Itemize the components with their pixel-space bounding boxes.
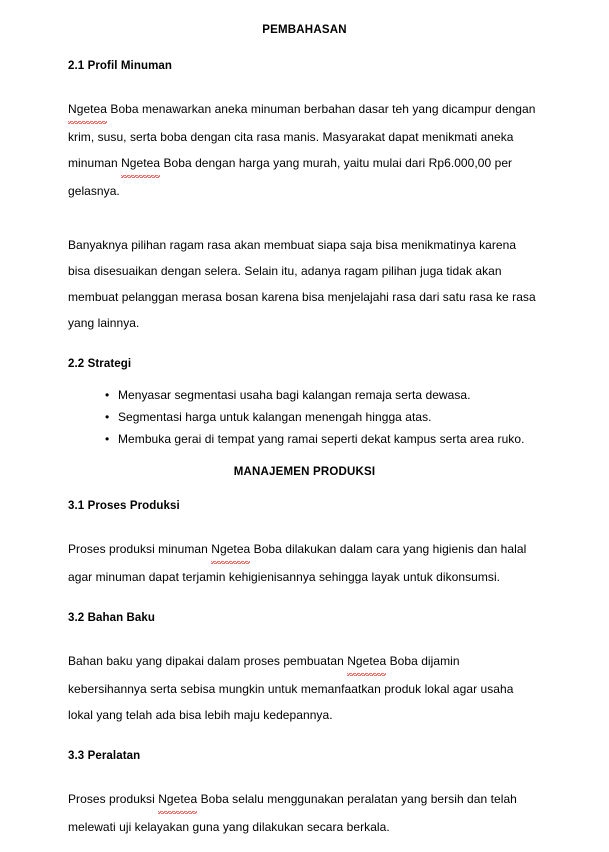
spacer: [68, 514, 541, 524]
strategy-bullet-list: [68, 384, 541, 450]
spacer: [68, 740, 541, 748]
misspelled-word[interactable]: Ngetea: [158, 786, 197, 814]
spacer: [68, 602, 541, 610]
spacer: [68, 216, 541, 220]
spacer: [68, 450, 541, 464]
paragraph-3-2: Bahan baku yang dipakai dalam proses pembuatan Ngetea Boba dijamin kebersihannya serta sebisa mungkin untuk memanfaatkan produk lokal agar usaha lokal yang telah ada bisa lebih maju kedepannya.: [68, 648, 541, 728]
misspelled-word[interactable]: Ngetea: [211, 536, 250, 564]
spacer: [68, 0, 541, 22]
chapter-title-manajemen-produksi: MANAJEMEN PRODUKSI: [233, 466, 376, 478]
list-item: • Segmentasi harga untuk kalangan menengah hingga atas.: [105, 406, 541, 428]
section-heading-3-2: 3.2 Bahan Baku: [68, 612, 156, 624]
paragraph-3-1: Proses produksi minuman Ngetea Boba dilakukan dalam cara yang higienis dan halal agar minuman dapat terjamin kehigienisannya sehingga layak untuk dikonsumsi.: [68, 536, 541, 590]
spacer: [68, 348, 541, 356]
paragraph-3-3: Proses produksi Ngetea Boba selalu menggunakan peralatan yang bersih dan telah melewati uji kelayakan guna yang dilakukan secara berkala.: [68, 786, 541, 840]
section-heading-2-1: 2.1 Profil Minuman: [68, 60, 173, 72]
spacer: [68, 480, 541, 498]
paragraph-2-1-b: Banyaknya pilihan ragam rasa akan membuat siapa saja bisa menikmatinya karena bisa disesuaikan dengan selera. Selain itu, adanya ragam pilihan juga tidak akan membuat pelanggan merasa bosan karena bisa menjelajahi rasa dari satu rasa ke rasa yang lainnya.: [68, 238, 536, 330]
spacer: [68, 372, 541, 384]
document-body: [68, 0, 541, 852]
misspelled-word[interactable]: Ngetea: [347, 648, 386, 676]
misspelled-word[interactable]: Ngetea: [121, 150, 160, 178]
spacer: [68, 74, 541, 84]
chapter-title-pembahasan: PEMBAHASAN: [262, 24, 347, 36]
spacer: [68, 764, 541, 774]
section-heading-2-2: 2.2 Strategi: [68, 358, 132, 370]
list-item: • Membuka gerai di tempat yang ramai seperti dekat kampus serta area ruko.: [105, 428, 541, 450]
paragraph-2-1-a: Ngetea Boba menawarkan aneka minuman berbahan dasar teh yang dicampur dengan krim, susu, serta boba dengan cita rasa manis. Masyarakat dapat menikmati aneka minuman Ngetea Boba dengan harga yang murah, yaitu mulai dari Rp6.000,00 per gelasnya.: [68, 96, 541, 204]
misspelled-word[interactable]: Ngetea: [68, 96, 107, 124]
section-heading-3-1: 3.1 Proses Produksi: [68, 500, 180, 512]
section-heading-3-3: 3.3 Peralatan: [68, 750, 141, 762]
list-item: • Menyasar segmentasi usaha bagi kalangan remaja serta dewasa.: [105, 384, 541, 406]
spacer: [68, 38, 541, 58]
